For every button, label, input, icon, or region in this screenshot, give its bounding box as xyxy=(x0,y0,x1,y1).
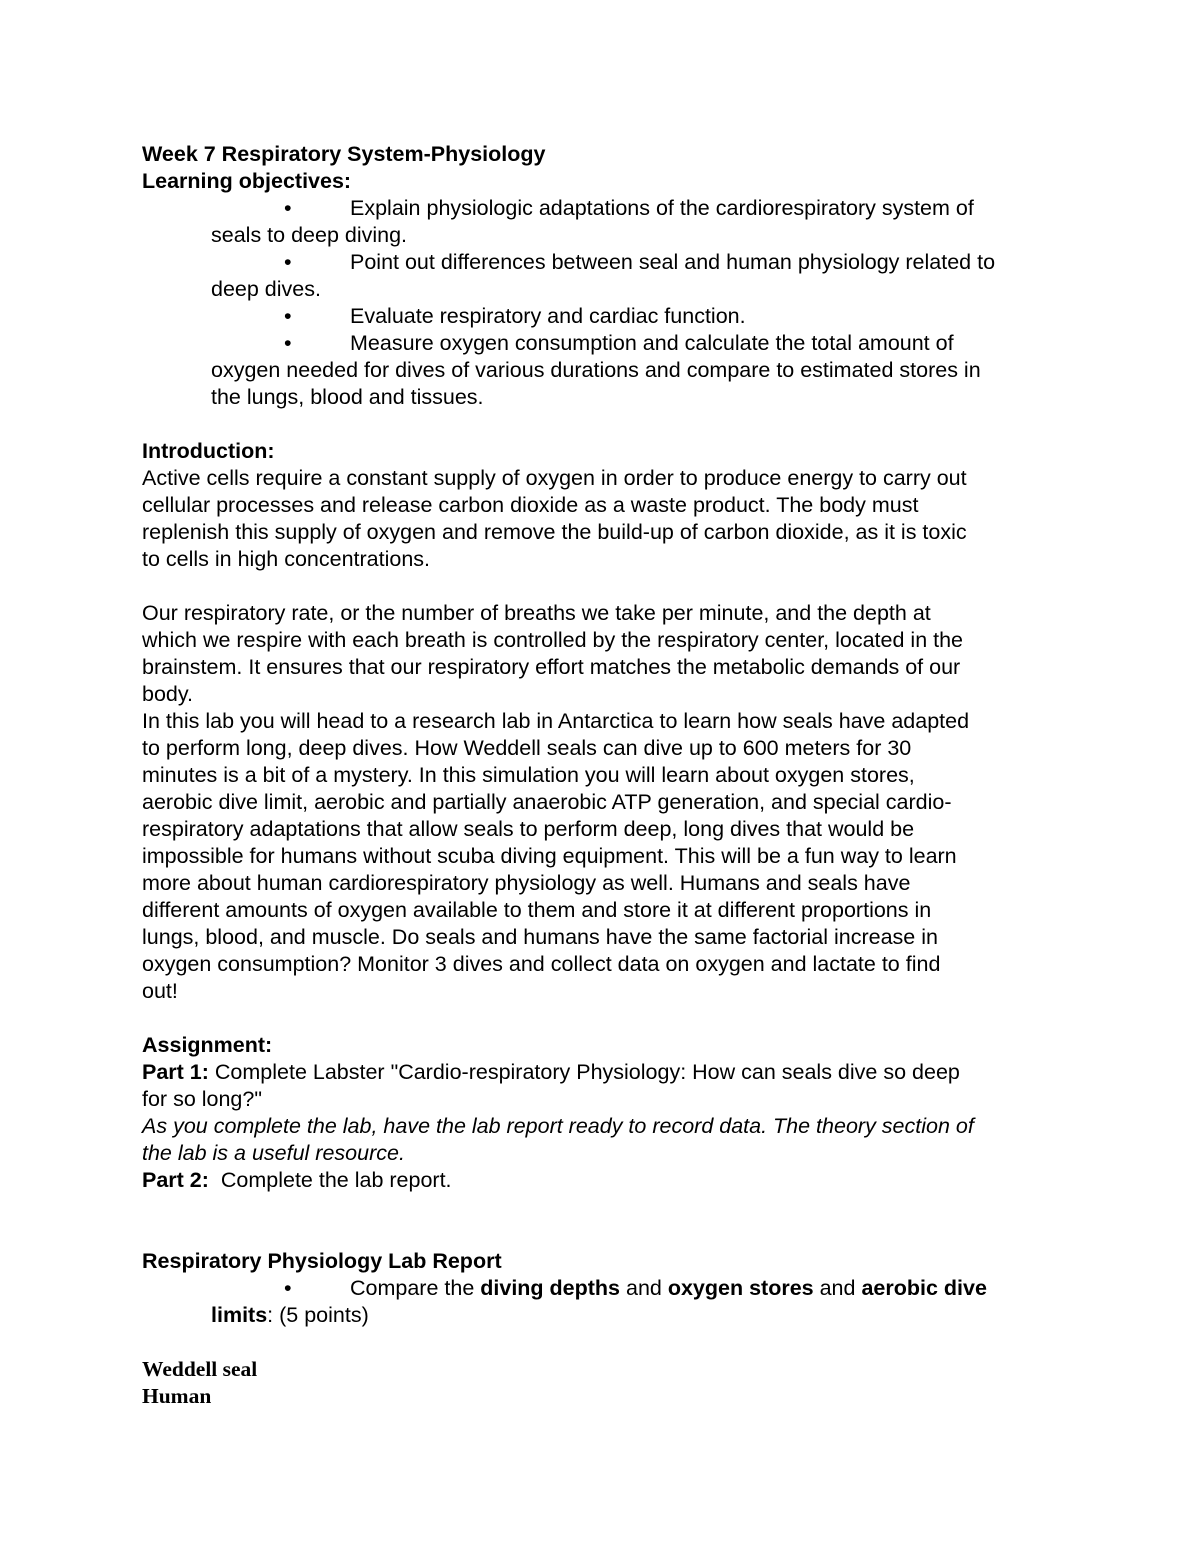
assignment-note-cont: the lab is a useful resource. xyxy=(142,1141,405,1165)
assignment-heading: Assignment: xyxy=(142,1033,273,1057)
text-line: aerobic dive limit, aerobic and partially anaerobic ATP generation, and special cardio- xyxy=(142,790,952,814)
text-line: more about human cardiorespiratory physiology as well. Humans and seals have xyxy=(142,871,911,895)
objective-item xyxy=(142,195,1062,249)
objective-item xyxy=(142,303,1062,330)
report-bullet-text: Compare the xyxy=(350,1276,481,1300)
points-text: : (5 points) xyxy=(267,1303,369,1327)
text-line: which we respire with each breath is controlled by the respiratory center, located in the xyxy=(142,628,964,652)
assignment-note: As you complete the lab, have the lab report ready to record data. The theory section of xyxy=(142,1114,974,1138)
text-line: body. xyxy=(142,682,193,706)
text-line: oxygen consumption? Monitor 3 dives and collect data on oxygen and lactate to find xyxy=(142,952,941,976)
text-line: minutes is a bit of a mystery. In this simulation you will learn about oxygen stores, xyxy=(142,763,915,787)
bullet-icon: • xyxy=(284,331,292,355)
objective-text: Measure oxygen consumption and calculate the total amount of xyxy=(350,331,954,355)
part2-text: Complete the lab report. xyxy=(208,1168,452,1192)
text-line: cellular processes and release carbon dioxide as a waste product. The body must xyxy=(142,493,919,517)
introduction-heading: Introduction: xyxy=(142,439,275,463)
text-line: lungs, blood, and muscle. Do seals and humans have the same factorial increase in xyxy=(142,925,938,949)
part1-text-cont: for so long?" xyxy=(142,1087,262,1111)
objective-text-cont: oxygen needed for dives of various durations and compare to estimated stores in xyxy=(211,358,981,382)
objectives-list xyxy=(142,195,1062,411)
introduction-paragraph-1 xyxy=(142,465,1062,573)
objective-text: Point out differences between seal and human physiology related to xyxy=(350,250,996,274)
text-line: Our respiratory rate, or the number of breaths we take per minute, and the depth at xyxy=(142,601,931,625)
assignment-part1 xyxy=(142,1059,1062,1086)
text-line: respiratory adaptations that allow seals to perform deep, long dives that would be xyxy=(142,817,915,841)
row-label-human: Human xyxy=(142,1384,212,1408)
document-page xyxy=(142,141,1062,1410)
text-line: to perform long, deep dives. How Weddell seals can dive up to 600 meters for 30 xyxy=(142,736,912,760)
text-line: impossible for humans without scuba diving equipment. This will be a fun way to learn xyxy=(142,844,957,868)
bullet-icon: • xyxy=(284,250,292,274)
objective-item xyxy=(142,330,1062,411)
objective-text: Evaluate respiratory and cardiac function. xyxy=(350,304,746,328)
objective-text: Explain physiologic adaptations of the cardiorespiratory system of xyxy=(350,196,974,220)
document-title: Week 7 Respiratory System-Physiology xyxy=(142,142,546,166)
bullet-icon: • xyxy=(284,304,292,328)
term-limits: limits xyxy=(211,1303,268,1327)
objective-text-cont: deep dives. xyxy=(211,277,321,301)
term-oxygen-stores: oxygen stores xyxy=(667,1276,814,1300)
objective-item xyxy=(142,249,1062,303)
report-heading: Respiratory Physiology Lab Report xyxy=(142,1249,502,1273)
bullet-icon: • xyxy=(284,196,292,220)
objectives-heading: Learning objectives: xyxy=(142,169,352,193)
assignment-part2 xyxy=(142,1167,1062,1194)
text-line: to cells in high concentrations. xyxy=(142,547,431,571)
introduction-paragraph-2 xyxy=(142,600,1062,708)
report-bullet: • Compare the diving depths and oxygen stores and aerobic dive limits: (5 points) xyxy=(211,1276,987,1327)
text-line: brainstem. It ensures that our respiratory effort matches the metabolic demands of our xyxy=(142,655,961,679)
part1-label: Part 1: xyxy=(142,1060,209,1084)
term-diving-depths: diving depths xyxy=(480,1276,621,1300)
bullet-icon: • xyxy=(284,1276,292,1300)
text-line: replenish this supply of oxygen and remove the build-up of carbon dioxide, as it is toxic xyxy=(142,520,967,544)
part1-text: Complete Labster "Cardio-respiratory Physiology: How can seals dive so deep xyxy=(208,1060,960,1084)
text-line: Active cells require a constant supply of oxygen in order to produce energy to carry out xyxy=(142,466,967,490)
objective-text-cont: the lungs, blood and tissues. xyxy=(211,385,484,409)
part2-label: Part 2: xyxy=(142,1168,209,1192)
introduction-paragraph-3 xyxy=(142,708,1062,1005)
text-line: out! xyxy=(142,979,178,1003)
text-line: different amounts of oxygen available to them and store it at different proportions in xyxy=(142,898,932,922)
objective-text-cont: seals to deep diving. xyxy=(211,223,408,247)
row-label-weddell-seal: Weddell seal xyxy=(142,1357,258,1381)
term-aerobic-dive: aerobic dive xyxy=(861,1276,987,1300)
text-line: In this lab you will head to a research lab in Antarctica to learn how seals have adapted xyxy=(142,709,970,733)
